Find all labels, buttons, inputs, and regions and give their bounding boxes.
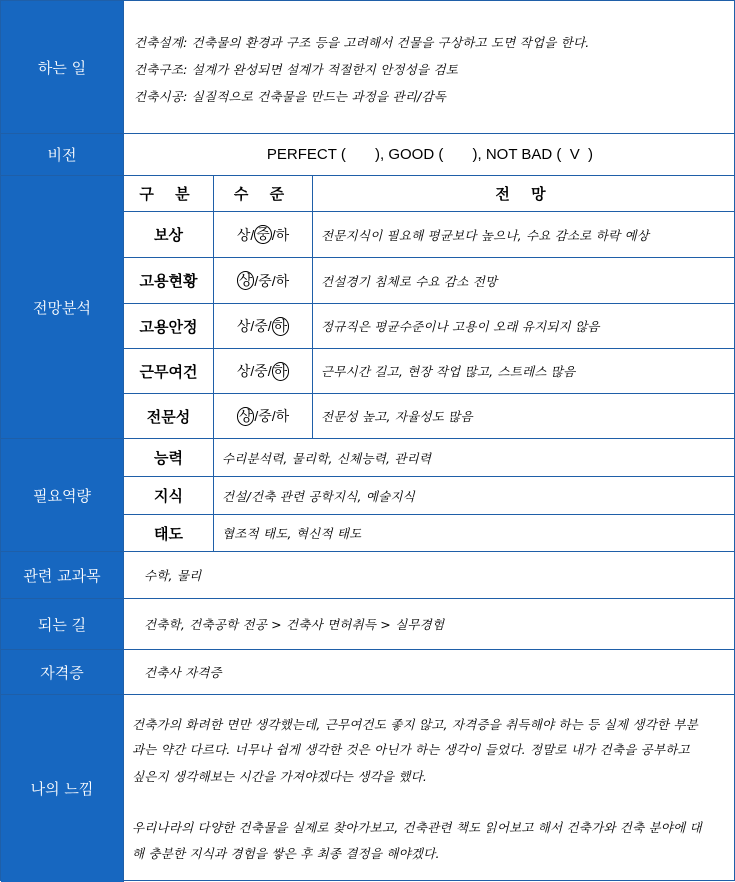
level-option: 하 xyxy=(275,226,290,243)
level-separator: / xyxy=(254,408,259,424)
outlook-prospect: 전문성 높고, 자율성도 많음 xyxy=(321,409,473,424)
competency-item xyxy=(124,477,735,515)
level-option-selected: 상 xyxy=(238,407,253,424)
level-option: 중 xyxy=(254,318,268,334)
competency-value: 협조적 태도, 혁신적 태도 xyxy=(222,526,362,541)
cert-label: 자격증 xyxy=(1,650,124,694)
competency-item xyxy=(124,515,735,551)
vision-label: 비전 xyxy=(1,134,124,175)
competency-row xyxy=(1,439,735,552)
outlook-data-row xyxy=(124,258,735,304)
level-separator: / xyxy=(254,272,259,289)
cert-text: 건축사 자격증 xyxy=(144,665,222,680)
outlook-level xyxy=(214,212,313,257)
competency-item xyxy=(124,439,735,477)
level-option: 중 xyxy=(254,363,268,379)
level-separator: / xyxy=(250,226,255,243)
outlook-table xyxy=(124,176,735,438)
level-separator: / xyxy=(250,363,255,379)
duty-line: 건축구조: 설계가 완성되면 설계가 적절한지 안정성을 검토 xyxy=(134,62,459,77)
level-separator: / xyxy=(267,363,272,379)
outlook-level xyxy=(214,349,313,393)
outlook-data-row xyxy=(124,304,735,349)
feelings-row xyxy=(1,695,735,882)
outlook-header-row xyxy=(124,176,735,212)
duty-line: 건축설계: 건축물의 환경과 구조 등을 고려해서 건물을 구상하고 도면 작업을 한다. xyxy=(134,35,590,50)
path-row xyxy=(1,599,735,650)
vision-row xyxy=(1,134,735,176)
level-option: 상 xyxy=(236,318,251,334)
competency-value: 수리분석력, 물리학, 신체능력, 관리력 xyxy=(222,450,432,466)
level-option: 상 xyxy=(236,226,251,243)
outlook-level xyxy=(214,304,313,348)
outlook-data-row xyxy=(124,394,735,438)
feelings-line: 싶은지 생각해보는 시간을 가져야겠다는 생각을 했다. xyxy=(132,769,428,784)
duty-label: 하는 일 xyxy=(1,1,124,133)
path-content xyxy=(124,599,735,649)
competency-table xyxy=(124,439,735,551)
level-separator: / xyxy=(271,272,276,289)
competency-value: 건설/건축 관련 공학지식, 예술지식 xyxy=(222,488,415,504)
level-option-selected: 하 xyxy=(273,362,288,379)
cert-content xyxy=(124,650,735,694)
competency-label: 필요역량 xyxy=(1,439,124,551)
outlook-level xyxy=(214,258,313,303)
outlook-prospect: 전문지식이 필요해 평균보다 높으나, 수요 감소로 하락 예상 xyxy=(321,227,649,243)
level-option: 하 xyxy=(275,408,290,424)
vision-content xyxy=(124,134,735,175)
level-option-selected: 중 xyxy=(256,226,270,242)
subjects-label: 관련 교과목 xyxy=(1,552,124,598)
feelings-line: 해 충분한 지식과 경험을 쌓은 후 최종 결정을 해야겠다. xyxy=(132,846,440,861)
outlook-data-row xyxy=(124,349,735,394)
outlook-label: 전망분석 xyxy=(1,176,124,438)
outlook-prospect: 정규직은 평균수준이나 고용이 오래 유지되지 않음 xyxy=(321,319,600,334)
outlook-row xyxy=(1,176,735,439)
subjects-row xyxy=(1,552,735,599)
feelings-line: 과는 약간 다르다. 너무나 쉽게 생각한 것은 아닌가 하는 생각이 들었다. 정말로 내가 건축을 공부하고 xyxy=(132,742,690,757)
level-separator: / xyxy=(271,408,276,424)
header-level: 수 준 xyxy=(214,176,313,211)
competency-name: 능력 xyxy=(124,439,214,476)
outlook-category: 고용안정 xyxy=(124,304,214,348)
competency-name: 태도 xyxy=(124,515,214,551)
outlook-category: 고용현황 xyxy=(124,258,214,303)
level-option: 중 xyxy=(258,272,272,289)
vision-text: PERFECT ( ), GOOD ( ), NOT BAD ( V ) xyxy=(266,146,594,163)
feelings-line: 우리나라의 다양한 건축물을 실제로 찾아가보고, 건축관련 책도 읽어보고 해서 건축가와 건축 분야에 대 xyxy=(132,820,702,835)
duty-content xyxy=(124,1,735,133)
header-category: 구 분 xyxy=(124,176,214,211)
outlook-prospect: 건설경기 침체로 수요 감소 전망 xyxy=(321,273,498,289)
outlook-level xyxy=(214,394,313,438)
header-prospect: 전 망 xyxy=(495,185,554,203)
level-option: 중 xyxy=(258,408,272,424)
level-option-selected: 상 xyxy=(238,272,253,288)
subjects-text: 수학, 물리 xyxy=(144,568,202,583)
feelings-content xyxy=(124,695,735,882)
path-label: 되는 길 xyxy=(1,599,124,649)
subjects-content xyxy=(124,552,735,598)
competency-name: 지식 xyxy=(124,477,214,514)
duty-line: 건축시공: 실질적으로 건축물을 만드는 과정을 관리/감독 xyxy=(134,89,447,104)
level-option-selected: 하 xyxy=(273,317,288,334)
outlook-category: 전문성 xyxy=(124,394,214,438)
level-option: 하 xyxy=(275,272,290,289)
level-separator: / xyxy=(250,318,255,334)
level-separator: / xyxy=(271,226,276,243)
outlook-category: 근무여건 xyxy=(124,349,214,393)
outlook-prospect: 근무시간 길고, 현장 작업 많고, 스트레스 많음 xyxy=(321,364,576,379)
duty-row xyxy=(1,1,735,134)
outlook-data-row xyxy=(124,212,735,258)
cert-row xyxy=(1,650,735,695)
path-text: 건축학, 건축공학 전공 > 건축사 면허취득 > 실무경험 xyxy=(144,617,445,632)
level-option: 상 xyxy=(236,363,251,379)
feelings-label: 나의 느낌 xyxy=(1,695,124,882)
level-separator: / xyxy=(267,318,272,334)
outlook-category: 보상 xyxy=(124,212,214,257)
feelings-line: 건축가의 화려한 면만 생각했는데, 근무여건도 좋지 않고, 자격증을 취득해야 하는 등 실제 생각한 부분 xyxy=(132,717,698,732)
